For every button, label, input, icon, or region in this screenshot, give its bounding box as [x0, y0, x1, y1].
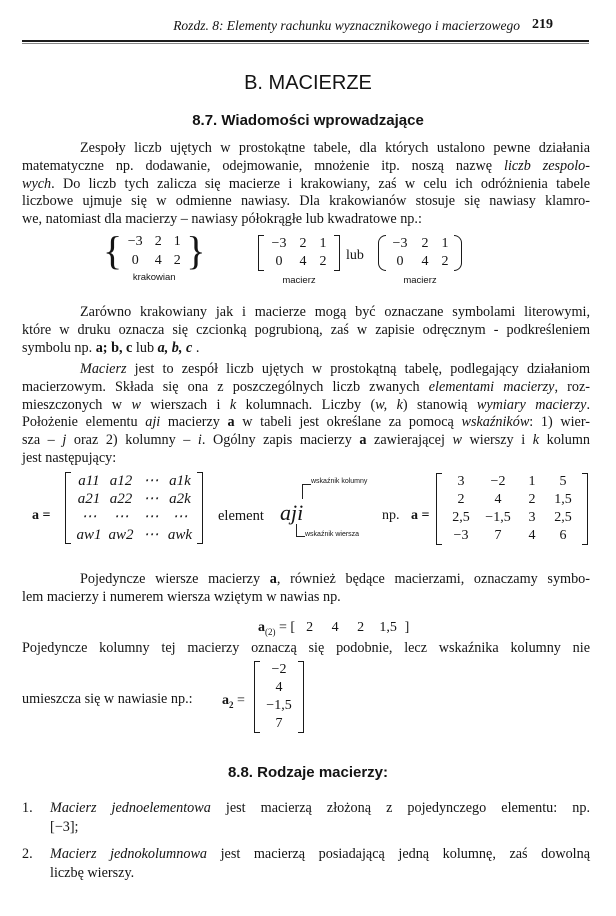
- paragraph-symbols: Zarówno krakowiany jak i macierze mogą być oznaczane symbolami literowymi, które w druku oznacza się czcionką pogrubioną, zaś w zapisie odręcznym - podkreśleniem symbolu np. a; b, c lub a, b, c .: [22, 304, 590, 356]
- paragraph-matrix-definition: Macierz jest to zespół liczb ujętych w prostokątną tabelę, podlegający działaniom macierzowym. Składa się ona z poszczególnych liczb zwanych elementami macierzy, roz- mieszczonych w w wierszach i k kolumnach. Liczby (w, k) stanowią wymiary macierzy. Położenie elementu aji macierzy a w tabeli jest określane za pomocą wskaźników: 1) wier- sza – j oraz 2) kolumny – i. Ogólny zapis macierzy a zawierającej w wierszy i k kolumn jest następujący:: [22, 361, 591, 466]
- matrix-round-example: −3 2 1 0 4 2 macierz: [378, 234, 462, 286]
- running-header-title: Rozdz. 8: Elementy rachunku wyznacznikowego i macierzowego: [173, 18, 520, 33]
- example-prefix: np.: [382, 508, 400, 523]
- caption-macierz-round: macierz: [403, 275, 437, 286]
- left-brace-icon: {: [103, 228, 123, 273]
- header-rule-thin: [22, 43, 589, 44]
- list-item: 2. Macierz jednokolumnowa jest macierzą posiadającą jedną kolumnę, zaś dowolną liczbę wierszy.: [22, 846, 590, 881]
- paragraph-rows: Pojedyncze wiersze macierzy a, również będące macierzami, oznaczamy symbo- lem macierzy i numerem wiersza wziętym w nawias np.: [22, 571, 590, 605]
- row-index-label: wskaźnik wiersza: [305, 531, 360, 538]
- example-matrix: 3 −2 1 5 2 4 2 1,5 2,5 −1,5 3 2,5 −3 7 4 6: [436, 472, 588, 545]
- matrix-square-example: −3 2 1 0 4 2 macierz: [258, 234, 340, 286]
- example-matrix-symbol: a =: [411, 508, 430, 523]
- row-index-pointer: [296, 524, 305, 537]
- header-rule: [22, 40, 589, 42]
- column-index-label: wskaźnik kolumny: [311, 478, 368, 485]
- column-example-symbol: $a_2$ =: [222, 693, 245, 710]
- paragraph-columns: Pojedyncze kolumny tej macierzy oznaczą się podobnie, lecz wskaźnika kolumny nie: [22, 640, 590, 656]
- row-example: $a_{(2)}$ = [ 2 4 2 1,5 ]: [258, 620, 410, 637]
- paragraph-columns-cont: umieszcza się w nawiasie np.:: [22, 691, 193, 707]
- section-title: B. MACIERZE: [244, 72, 372, 94]
- connector-lub: lub: [346, 248, 364, 263]
- page-number: 219: [532, 17, 553, 32]
- general-matrix: a11 a12 ⋯ a1k a21 a22 ⋯ a2k ⋯ ⋯ ⋯ ⋯ aw1 aw2 ⋯ awk: [65, 472, 203, 544]
- caption-krakowian: krakowian: [132, 272, 176, 283]
- element-symbol: aji: [280, 500, 304, 525]
- column-index-pointer: [302, 484, 311, 499]
- list-item: 1. Macierz jednoelementowa jest macierzą złożoną z pojedynczego elementu: np. [−3];: [22, 800, 591, 835]
- right-brace-icon: }: [186, 228, 206, 273]
- subsection-title-8-8: 8.8. Rodzaje macierzy:: [227, 764, 389, 781]
- general-matrix-symbol: a =: [32, 508, 51, 523]
- subsection-title-8-7: 8.7. Wiadomości wprowadzające: [192, 112, 424, 129]
- paragraph-intro: Zespoły liczb ujętych w prostokątne tabele, dla których ustalono pewne działania matematyczne np. dodawanie, odejmowanie, mnożenie itp. noszą nazwę liczb zespolo- wych. Do liczb tych zalicza się macierze i krakowiany, zaś w celu ich odróżnienia tabele liczbowe ujmuje się w odmienne nawiasy. Dla krakowianów stosuje się nawiasy klamro- we, natomiast dla macierzy – nawiasy półokrągłe lub kwadratowe np.:: [22, 140, 590, 228]
- column-example-matrix: −2 4 −1,5 7: [254, 660, 304, 733]
- caption-macierz-square: macierz: [282, 275, 316, 286]
- krakowian-example: { −3 2 1 0 4 2 } krakowian: [103, 228, 206, 283]
- element-label: element: [218, 508, 264, 524]
